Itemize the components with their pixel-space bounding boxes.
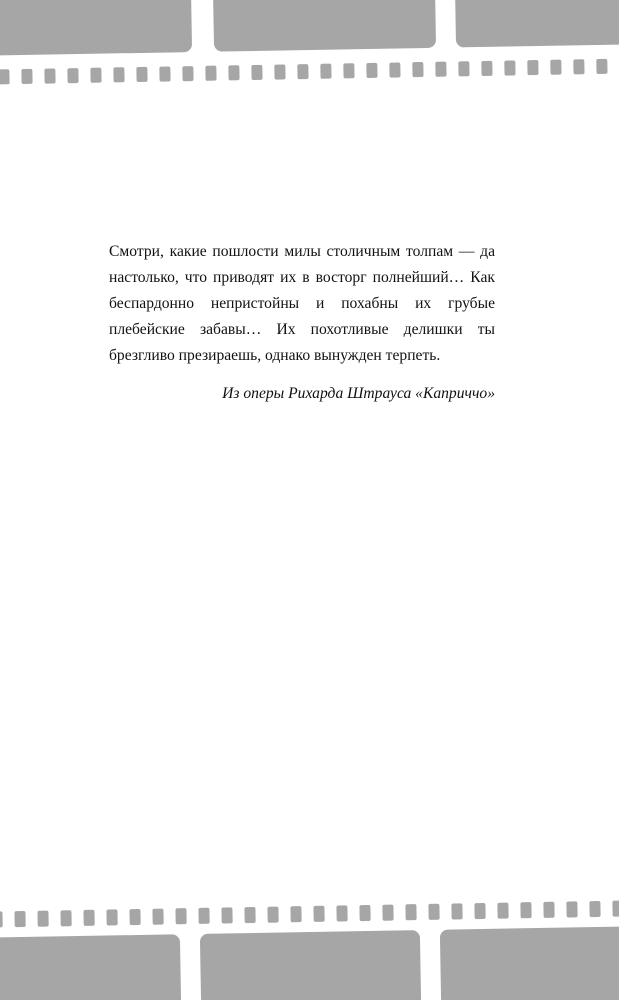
- sprocket-row: [0, 901, 619, 928]
- film-frame: [440, 926, 619, 1000]
- bottom-film-strip: [0, 880, 619, 1000]
- film-frame: [0, 0, 192, 56]
- epigraph-line: Смотри, какие пошлости милы столичным толпам —: [109, 243, 475, 260]
- film-frame: [455, 0, 619, 47]
- epigraph-line: брезгливо презираешь, однако вынужден терпеть.: [109, 347, 441, 364]
- film-frame: [0, 934, 182, 1000]
- epigraph-line: да настолько, что приводят их в восторг полнейший…: [109, 243, 495, 286]
- epigraph-quote: [109, 239, 495, 369]
- sprocket-row: [0, 58, 619, 84]
- epigraph-attribution: Из оперы Рихарда Штрауса «Каприччо»: [222, 385, 495, 402]
- epigraph-line: Как беспардонно непристойны и похабны их грубые: [109, 269, 495, 312]
- epigraph-line: плебейские забавы… Их похотливые делишки ты: [109, 321, 495, 338]
- top-film-strip: [0, 0, 619, 92]
- epigraph: [109, 239, 495, 407]
- film-frame: [200, 930, 422, 1000]
- film-frame: [213, 0, 436, 52]
